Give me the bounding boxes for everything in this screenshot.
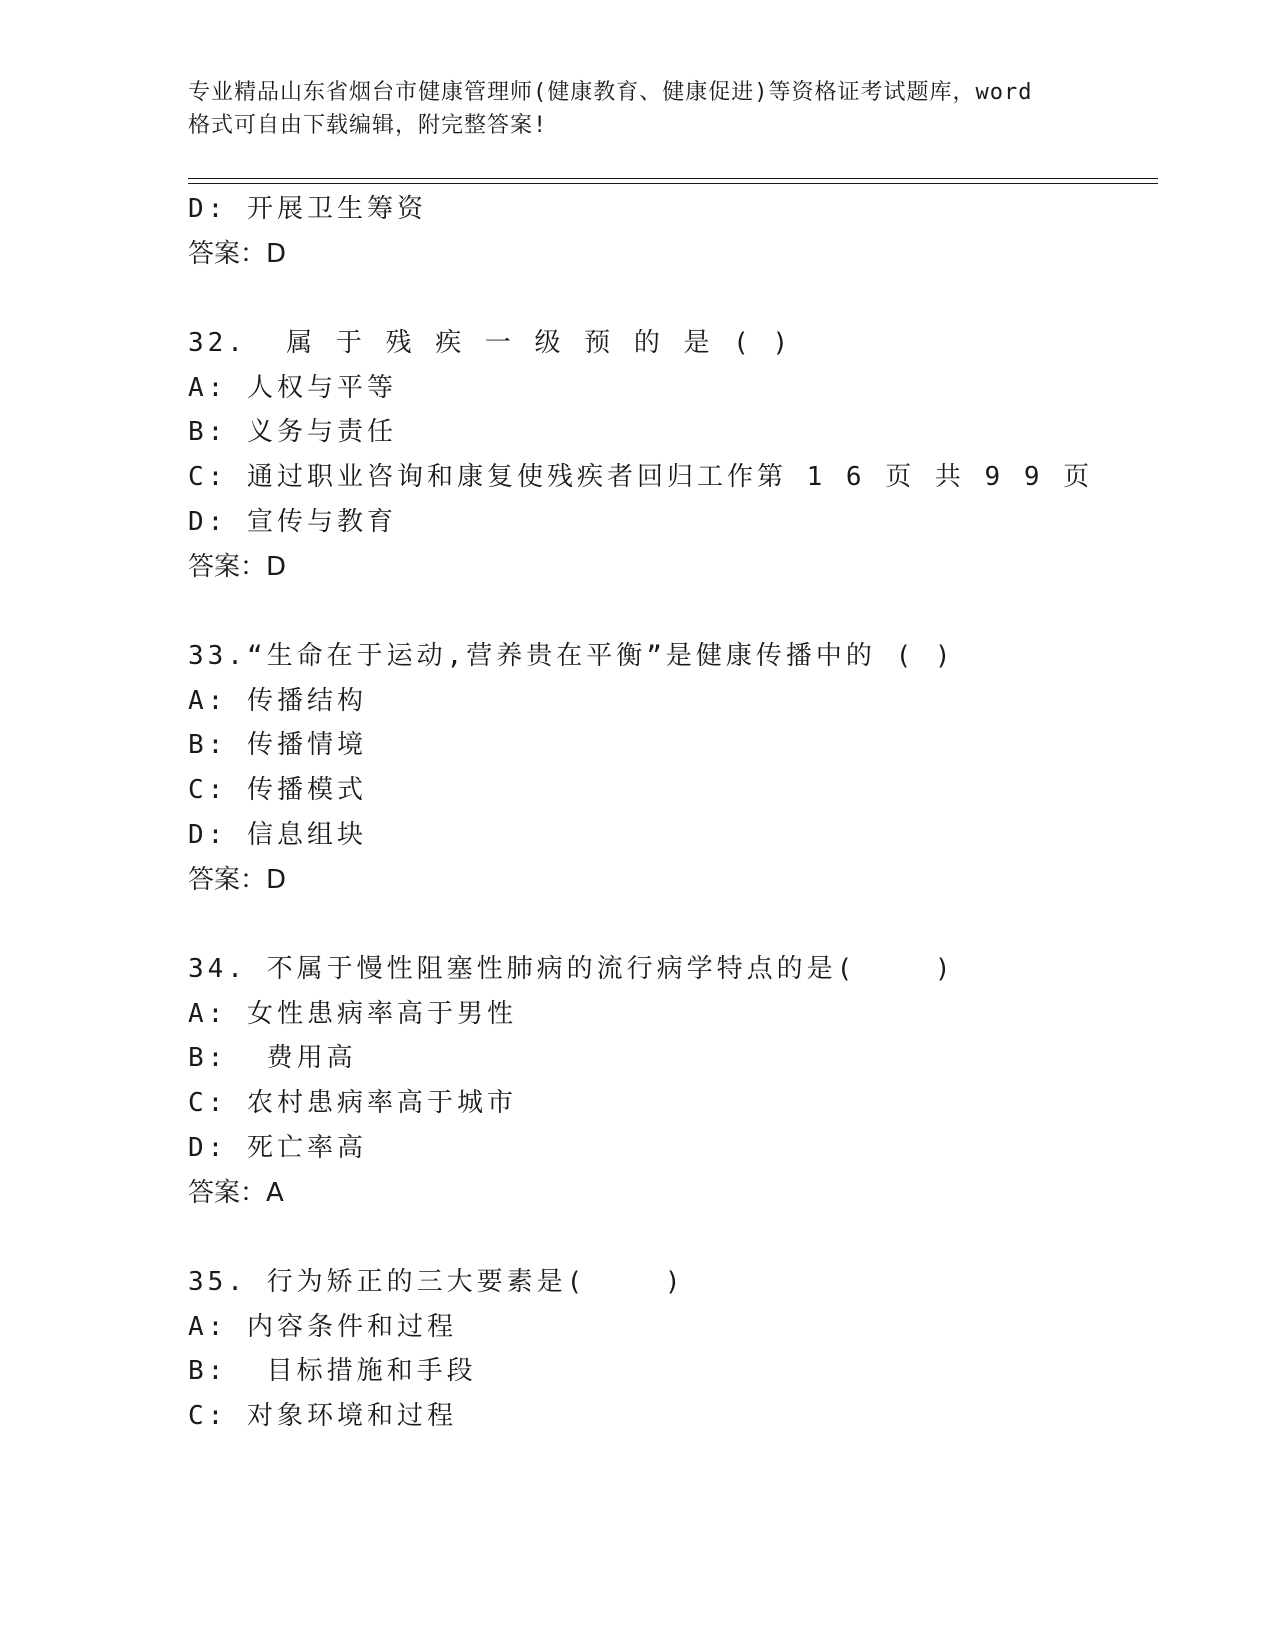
q33-option-b: B: 传播情境 bbox=[188, 730, 367, 760]
q32-answer: 答案：D bbox=[188, 552, 287, 582]
q34-option-b: B: 费用高 bbox=[188, 1043, 357, 1073]
q35-option-a: A: 内容条件和过程 bbox=[188, 1312, 457, 1342]
q34-option-a: A: 女性患病率高于男性 bbox=[188, 999, 517, 1029]
q33-option-a: A: 传播结构 bbox=[188, 686, 367, 716]
q31-option-d: D: 开展卫生筹资 bbox=[188, 194, 427, 224]
q33-question: 33.“生命在于运动,营养贵在平衡”是健康传播中的 ( ) bbox=[188, 641, 955, 671]
q32-option-d: D: 宣传与教育 bbox=[188, 507, 397, 537]
q33-answer: 答案：D bbox=[188, 865, 287, 895]
q32-option-a: A: 人权与平等 bbox=[188, 373, 397, 403]
header-divider-top bbox=[188, 178, 1158, 179]
header-line-1: 专业精品山东省烟台市健康管理师(健康教育、健康促进)等资格证考试题库，word bbox=[188, 80, 1033, 105]
header-line-2: 格式可自由下载编辑，附完整答案! bbox=[188, 113, 548, 138]
q32-option-b: B: 义务与责任 bbox=[188, 417, 397, 447]
q34-question: 34. 不属于慢性阻塞性肺病的流行病学特点的是( ) bbox=[188, 954, 955, 984]
q34-option-c: C: 农村患病率高于城市 bbox=[188, 1088, 517, 1118]
q35-option-c: C: 对象环境和过程 bbox=[188, 1401, 457, 1431]
q35-option-b: B: 目标措施和手段 bbox=[188, 1356, 477, 1386]
q33-option-c: C: 传播模式 bbox=[188, 775, 367, 805]
q34-answer: 答案：A bbox=[188, 1178, 284, 1208]
q32-question: 32. 属 于 残 疾 一 级 预 的 是 ( ) bbox=[188, 328, 793, 358]
document-header bbox=[188, 76, 1108, 142]
header-divider-bottom bbox=[188, 183, 1158, 184]
q33-option-d: D: 信息组块 bbox=[188, 820, 367, 850]
q31-answer: 答案：D bbox=[188, 239, 287, 269]
q34-option-d: D: 死亡率高 bbox=[188, 1133, 367, 1163]
q32-option-c: C: 通过职业咨询和康复使残疾者回归工作第 1 6 页 共 9 9 页 bbox=[188, 462, 1094, 492]
q35-question: 35. 行为矫正的三大要素是( ) bbox=[188, 1267, 685, 1297]
